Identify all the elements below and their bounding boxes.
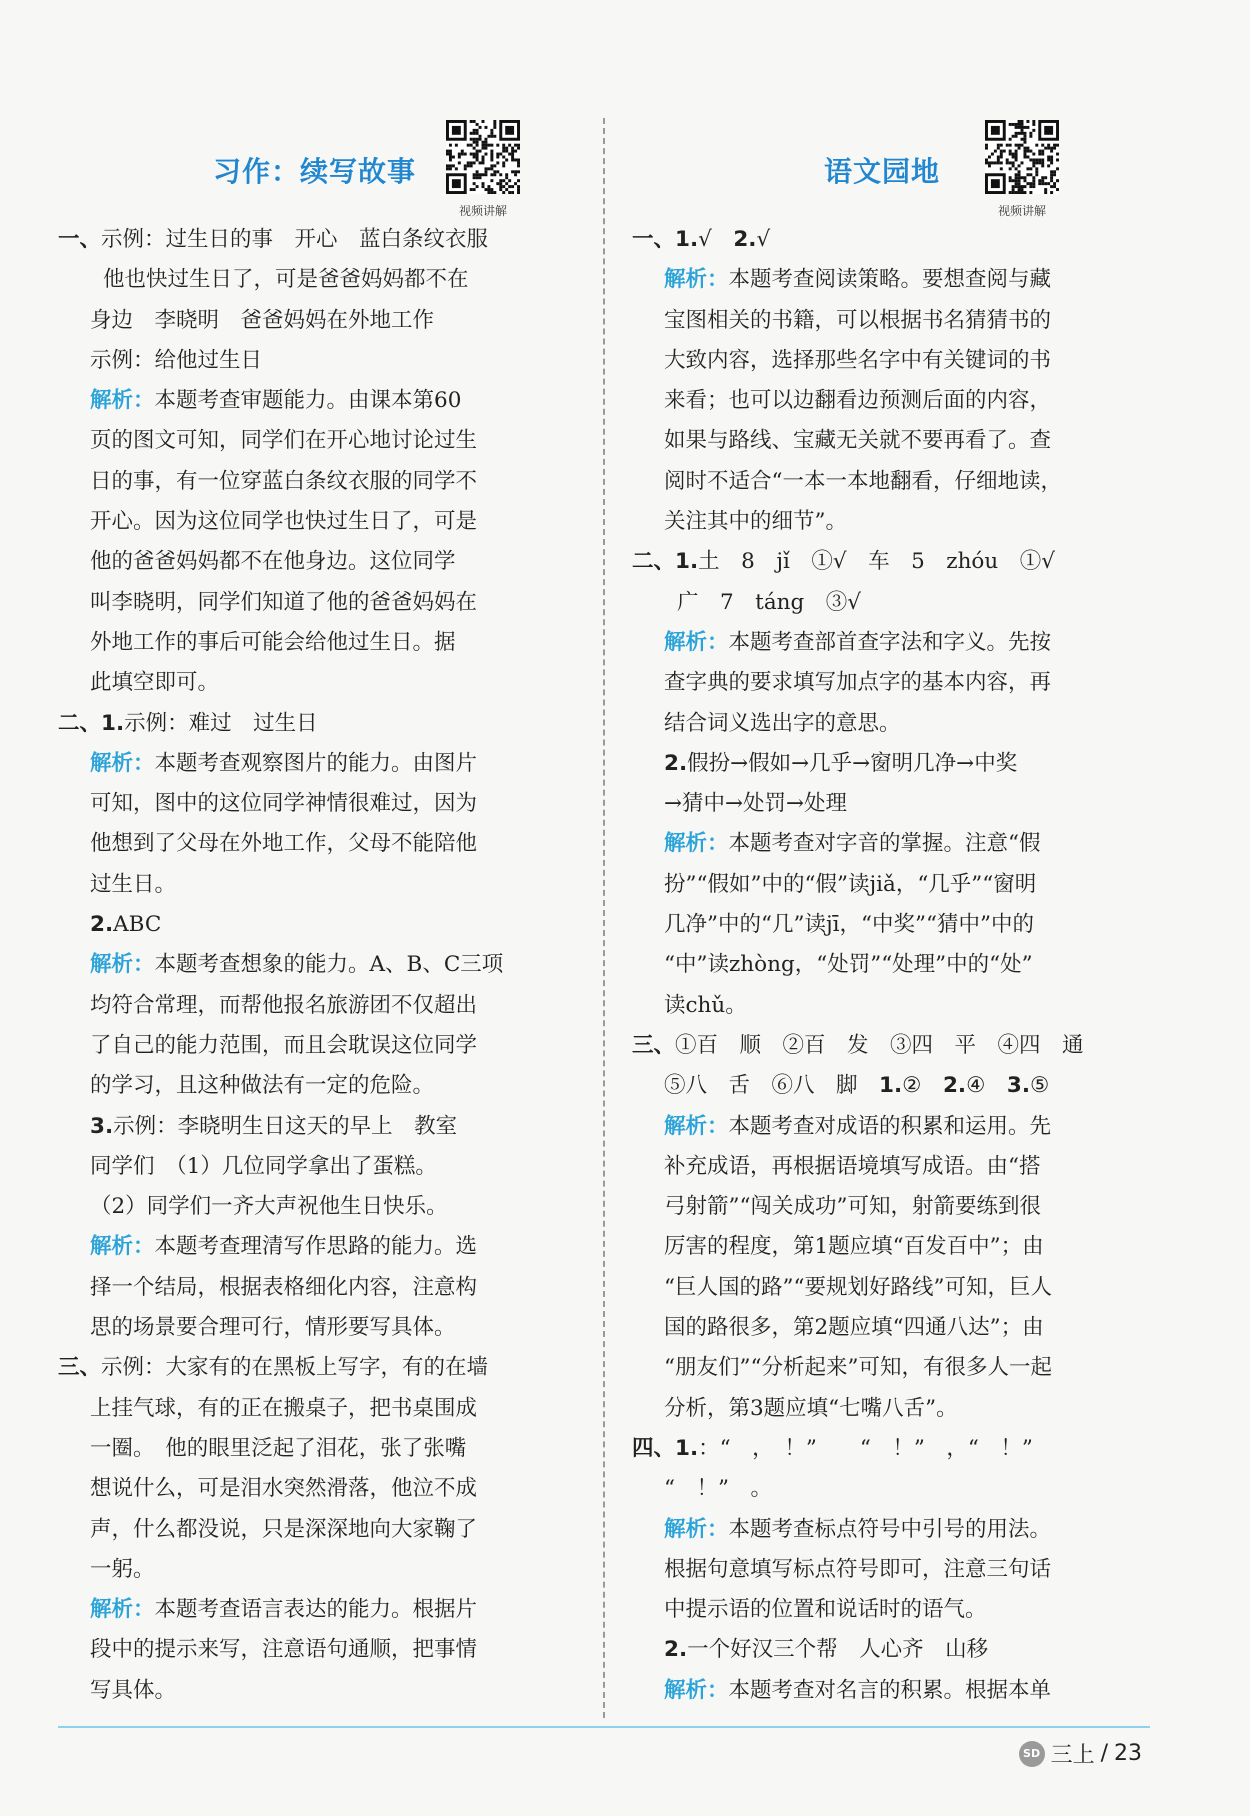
- answer-text: 一个好汉三个帮 人心齐 山移: [687, 1637, 989, 1663]
- answer-text: 根据句意填写标点符号即可，注意三句话: [664, 1556, 1052, 1582]
- answer-text: 择一个结局，根据表格细化内容，注意构: [90, 1274, 478, 1300]
- answer-text: 宝图相关的书籍，可以根据书名猜猜书的: [664, 307, 1052, 333]
- right-answer-body: [632, 220, 1152, 1711]
- answer-line: [632, 260, 1152, 300]
- answer-line: [632, 341, 1152, 381]
- question-number: 二、1.: [58, 710, 125, 736]
- answer-text: 假扮→假如→几乎→窗明几净→中奖: [687, 750, 1018, 776]
- answer-line: [632, 1147, 1152, 1187]
- answer-text: “ ！” 。: [664, 1476, 772, 1502]
- answer-line: [632, 945, 1152, 985]
- answer-line: [632, 1348, 1152, 1388]
- answer-line: [58, 421, 578, 461]
- answer-line: [632, 1429, 1152, 1469]
- answer-line: [58, 1510, 578, 1550]
- answer-line: [58, 1348, 578, 1388]
- answer-text: 补充成语，再根据语境填写成语。由“搭: [664, 1153, 1041, 1179]
- answer-text: ①百 顺 ②百 发 ③四 平 ④四 通: [675, 1032, 1084, 1058]
- answer-line: [632, 301, 1152, 341]
- answer-line: [58, 663, 578, 703]
- answer-line: [632, 502, 1152, 542]
- answer-line: [58, 1026, 578, 1066]
- analysis-label: 解析：: [90, 1234, 155, 1260]
- answer-line: [632, 462, 1152, 502]
- answer-text: “朋友们”“分析起来”可知，有很多人一起: [664, 1355, 1052, 1381]
- answer-line: [58, 1268, 578, 1308]
- answer-text: 示例：过生日的事 开心 蓝白条纹衣服: [101, 227, 489, 252]
- answer-text: 过生日。: [90, 871, 177, 897]
- answer-line: [632, 1389, 1152, 1429]
- answer-text: 外地工作的事后可能会给他过生日。据: [90, 629, 456, 655]
- answer-text: 的学习，且这种做法有一定的危险。: [90, 1073, 435, 1099]
- answer-text: 几净”中的“几”读jī，“中奖”“猜中”中的: [664, 912, 1034, 938]
- answer-text: 一躬。: [90, 1556, 155, 1582]
- question-number: 一、1.: [632, 227, 699, 252]
- answer-text: 想说什么，可是泪水突然滑落，他泣不成: [90, 1476, 478, 1502]
- answer-line: [632, 986, 1152, 1026]
- answer-line: [58, 1227, 578, 1267]
- answer-line: [58, 502, 578, 542]
- qr-code-icon: [446, 120, 520, 194]
- answer-text: 一圈。 他的眼里泛起了泪花，张了张嘴: [90, 1435, 467, 1461]
- question-number: 三、: [58, 1355, 102, 1381]
- answer-line: [58, 583, 578, 623]
- answer-text: 查字典的要求填写加点字的基本内容，再: [664, 670, 1052, 696]
- qr-label-left: 视频讲解: [458, 204, 507, 218]
- question-number: 一、: [58, 227, 102, 252]
- answer-text: 本题考查标点符号中引号的用法。: [728, 1516, 1052, 1542]
- answer-line: [632, 421, 1152, 461]
- answer-line: [632, 542, 1152, 582]
- answer-line: [58, 1671, 578, 1711]
- question-number: 二、1.: [632, 549, 699, 575]
- question-number: 2.: [733, 227, 757, 252]
- answer-line: [58, 824, 578, 864]
- answer-line: [58, 220, 578, 260]
- answer-text: 上挂气球，有的正在搬桌子，把书桌围成: [90, 1395, 478, 1421]
- answer-line: [632, 583, 1152, 623]
- qr-code-right[interactable]: [985, 120, 1059, 194]
- answer-line: [632, 1590, 1152, 1630]
- answer-text: 大致内容，选择那些名字中有关键词的书: [664, 347, 1052, 373]
- answer-text: 叫李晓明，同学们知道了他的爸爸妈妈在: [90, 589, 478, 615]
- answer-text: 同学们 （1）几位同学拿出了蛋糕。: [90, 1153, 437, 1179]
- answer-text: ④: [966, 1073, 1007, 1099]
- answer-text: 段中的提示来写，注意语句通顺，把事情: [90, 1637, 478, 1663]
- answer-line: [58, 704, 578, 744]
- analysis-label: 解析：: [664, 267, 729, 293]
- analysis-label: 解析：: [90, 388, 155, 414]
- answer-line: [632, 865, 1152, 905]
- answer-line: [632, 1550, 1152, 1590]
- answer-line: [632, 1107, 1152, 1147]
- answer-line: [632, 744, 1152, 784]
- answer-text: 本题考查想象的能力。A、B、C三项: [154, 952, 504, 978]
- answer-line: [632, 784, 1152, 824]
- answer-line: [632, 824, 1152, 864]
- answer-text: √: [756, 227, 771, 252]
- answer-text: 可知，图中的这位同学神情很难过，因为: [90, 791, 478, 817]
- grade-label: 三上: [1050, 1743, 1095, 1768]
- answer-text: 广 7 táng ③√: [677, 589, 861, 615]
- answer-text: 国的路很多，第2题应填“四通八达”；由: [664, 1315, 1044, 1341]
- answer-line: [58, 1187, 578, 1227]
- answer-text: 了自己的能力范围，而且会耽误这位同学: [90, 1032, 478, 1058]
- question-number: 四、1.: [632, 1435, 699, 1461]
- answer-text: 声，什么都没说，只是深深地向大家鞠了: [90, 1516, 478, 1542]
- left-answer-body: [58, 220, 578, 1711]
- answer-text: 阅时不适合“一本一本地翻看，仔细地读，: [664, 468, 1062, 494]
- answer-line: [632, 220, 1152, 260]
- question-number: 三、: [632, 1032, 676, 1058]
- question-number: 2.: [664, 1637, 688, 1663]
- answer-text: “巨人国的路”“要规划好路线”可知，巨人: [664, 1274, 1052, 1300]
- question-number: 1.: [879, 1073, 903, 1099]
- answer-text: （2）同学们一齐大声祝他生日快乐。: [90, 1194, 448, 1220]
- answer-line: [632, 704, 1152, 744]
- answer-text: 本题考查审题能力。由课本第60: [154, 388, 462, 414]
- answer-text: 本题考查部首查字法和字义。先按: [728, 629, 1052, 655]
- answer-line: [58, 1308, 578, 1348]
- answer-line: [632, 905, 1152, 945]
- question-number: 2.: [664, 750, 688, 776]
- answer-line: [58, 1469, 578, 1509]
- answer-text: ⑤八 舌 ⑥八 脚: [664, 1073, 880, 1099]
- left-header: [58, 110, 578, 220]
- analysis-label: 解析：: [664, 1516, 729, 1542]
- answer-line: [632, 1268, 1152, 1308]
- answer-text: 本题考查理清写作思路的能力。选: [154, 1234, 478, 1260]
- answer-text: 关注其中的细节”。: [664, 509, 847, 535]
- answer-line: [58, 542, 578, 582]
- analysis-label: 解析：: [90, 750, 155, 776]
- answer-text: 本题考查对字音的掌握。注意“假: [728, 831, 1041, 857]
- answer-line: [58, 1429, 578, 1469]
- answer-text: 扮”“假如”中的“假”读jiǎ，“几乎”“窗明: [664, 871, 1037, 897]
- answer-line: [58, 260, 578, 300]
- answer-text: 页的图文可知，同学们在开心地讨论过生: [90, 428, 478, 454]
- question-number: 2.: [90, 912, 114, 938]
- page-number: 23: [1114, 1741, 1142, 1766]
- answer-text: 厉害的程度，第1题应填“百发百中”；由: [664, 1234, 1044, 1260]
- answer-line: [632, 1510, 1152, 1550]
- answer-text: 分析，第3题应填“七嘴八舌”。: [664, 1395, 958, 1421]
- analysis-label: 解析：: [664, 831, 729, 857]
- answer-text: √: [698, 227, 734, 252]
- answer-line: [58, 341, 578, 381]
- answer-text: 来看；也可以边翻看边预测后面的内容，: [664, 388, 1052, 414]
- answer-text: →猜中→处罚→处理: [664, 791, 848, 817]
- answer-line: [632, 663, 1152, 703]
- answer-line: [632, 1308, 1152, 1348]
- answer-line: [58, 1590, 578, 1630]
- analysis-label: 解析：: [664, 1113, 729, 1139]
- answer-line: [58, 784, 578, 824]
- answer-text: “中”读zhòng，“处罚”“处理”中的“处”: [664, 952, 1033, 978]
- answer-text: 写具体。: [90, 1677, 177, 1703]
- answer-line: [58, 1147, 578, 1187]
- answer-line: [58, 744, 578, 784]
- question-number: 2.: [942, 1073, 967, 1099]
- answer-text: 示例：难过 过生日: [124, 710, 318, 736]
- right-column: [632, 110, 1152, 1711]
- analysis-label: 解析：: [90, 952, 155, 978]
- answer-text: 均符合常理，而帮他报名旅游团不仅超出: [90, 992, 478, 1018]
- answer-line: [632, 1469, 1152, 1509]
- answer-line: [58, 1550, 578, 1590]
- answer-line: [632, 1187, 1152, 1227]
- footer-rule: [58, 1726, 1150, 1728]
- answer-text: 他想到了父母在外地工作，父母不能陪他: [90, 831, 478, 857]
- answer-text: 本题考查观察图片的能力。由图片: [154, 750, 478, 776]
- answer-text: 读chǔ。: [664, 992, 747, 1018]
- analysis-label: 解析：: [664, 629, 729, 655]
- answer-text: 示例：大家有的在黑板上写字，有的在墙: [101, 1355, 489, 1381]
- answer-text: 此填空即可。: [90, 670, 220, 696]
- page-separator: /: [1100, 1741, 1108, 1766]
- question-number: 3.: [90, 1113, 114, 1139]
- answer-text: 开心。因为这位同学也快过生日了，可是: [90, 509, 478, 535]
- qr-code-left[interactable]: [446, 120, 520, 194]
- section-title-left: 习作：续写故事: [213, 155, 417, 188]
- analysis-label: 解析：: [90, 1597, 155, 1623]
- answer-text: 中提示语的位置和说话时的语气。: [664, 1597, 987, 1623]
- answer-text: 本题考查对成语的积累和运用。先: [728, 1113, 1052, 1139]
- answer-text: 日的事，有一位穿蓝白条纹衣服的同学不: [90, 468, 478, 494]
- answer-text: 本题考查阅读策略。要想查阅与藏: [728, 267, 1052, 293]
- answer-line: [58, 462, 578, 502]
- answer-text: 示例：给他过生日: [90, 347, 263, 373]
- answer-line: [58, 301, 578, 341]
- answer-line: [632, 381, 1152, 421]
- answer-line: [58, 1066, 578, 1106]
- answer-text: 如果与路线、宝藏无关就不要再看了。查: [664, 428, 1052, 454]
- answer-line: [58, 945, 578, 985]
- answer-text: 他的爸爸妈妈都不在他身边。这位同学: [90, 549, 456, 575]
- answer-line: [58, 905, 578, 945]
- answer-text: ⑤: [1030, 1073, 1050, 1099]
- answer-text: 土 8 jǐ ①√ 车 5 zhóu ①√: [698, 549, 1055, 575]
- answer-text: ABC: [113, 912, 162, 938]
- answer-line: [632, 1066, 1152, 1106]
- answer-text: 他也快过生日了，可是爸爸妈妈都不在: [103, 267, 469, 293]
- answer-text: 结合词义选出字的意思。: [664, 710, 901, 736]
- answer-line: [632, 623, 1152, 663]
- answer-line: [632, 1227, 1152, 1267]
- right-header: [632, 110, 1152, 220]
- answer-line: [58, 1107, 578, 1147]
- answer-line: [58, 623, 578, 663]
- left-column: [58, 110, 578, 1711]
- page-footer: [1019, 1738, 1142, 1769]
- answer-text: 示例：李晓明生日这天的早上 教室: [113, 1113, 458, 1139]
- answer-text: 本题考查语言表达的能力。根据片: [154, 1597, 478, 1623]
- answer-text: 思的场景要合理可行，情形要写具体。: [90, 1315, 456, 1341]
- answer-text: 弓射箭”“闯关成功”可知，射箭要练到很: [664, 1194, 1041, 1220]
- qr-code-icon: [985, 120, 1059, 194]
- answer-line: [58, 865, 578, 905]
- qr-label-right: 视频讲解: [997, 204, 1046, 218]
- answer-line: [58, 986, 578, 1026]
- answer-line: [632, 1630, 1152, 1670]
- section-title-right: 语文园地: [824, 155, 941, 188]
- answer-text: 身边 李晓明 爸爸妈妈在外地工作: [90, 307, 435, 333]
- answer-text: 本题考查对名言的积累。根据本单: [728, 1677, 1052, 1703]
- answer-line: [632, 1671, 1152, 1711]
- analysis-label: 解析：: [664, 1677, 729, 1703]
- answer-line: [632, 1026, 1152, 1066]
- column-divider: [603, 118, 605, 1718]
- answer-line: [58, 1630, 578, 1670]
- answer-text: ②: [902, 1073, 943, 1099]
- answer-line: [58, 381, 578, 421]
- answer-text: ：“ ， ！” “ ！” ，“ ！”: [698, 1435, 1033, 1461]
- sd-badge-icon: SD: [1019, 1741, 1045, 1767]
- answer-line: [58, 1389, 578, 1429]
- question-number: 3.: [1006, 1073, 1030, 1099]
